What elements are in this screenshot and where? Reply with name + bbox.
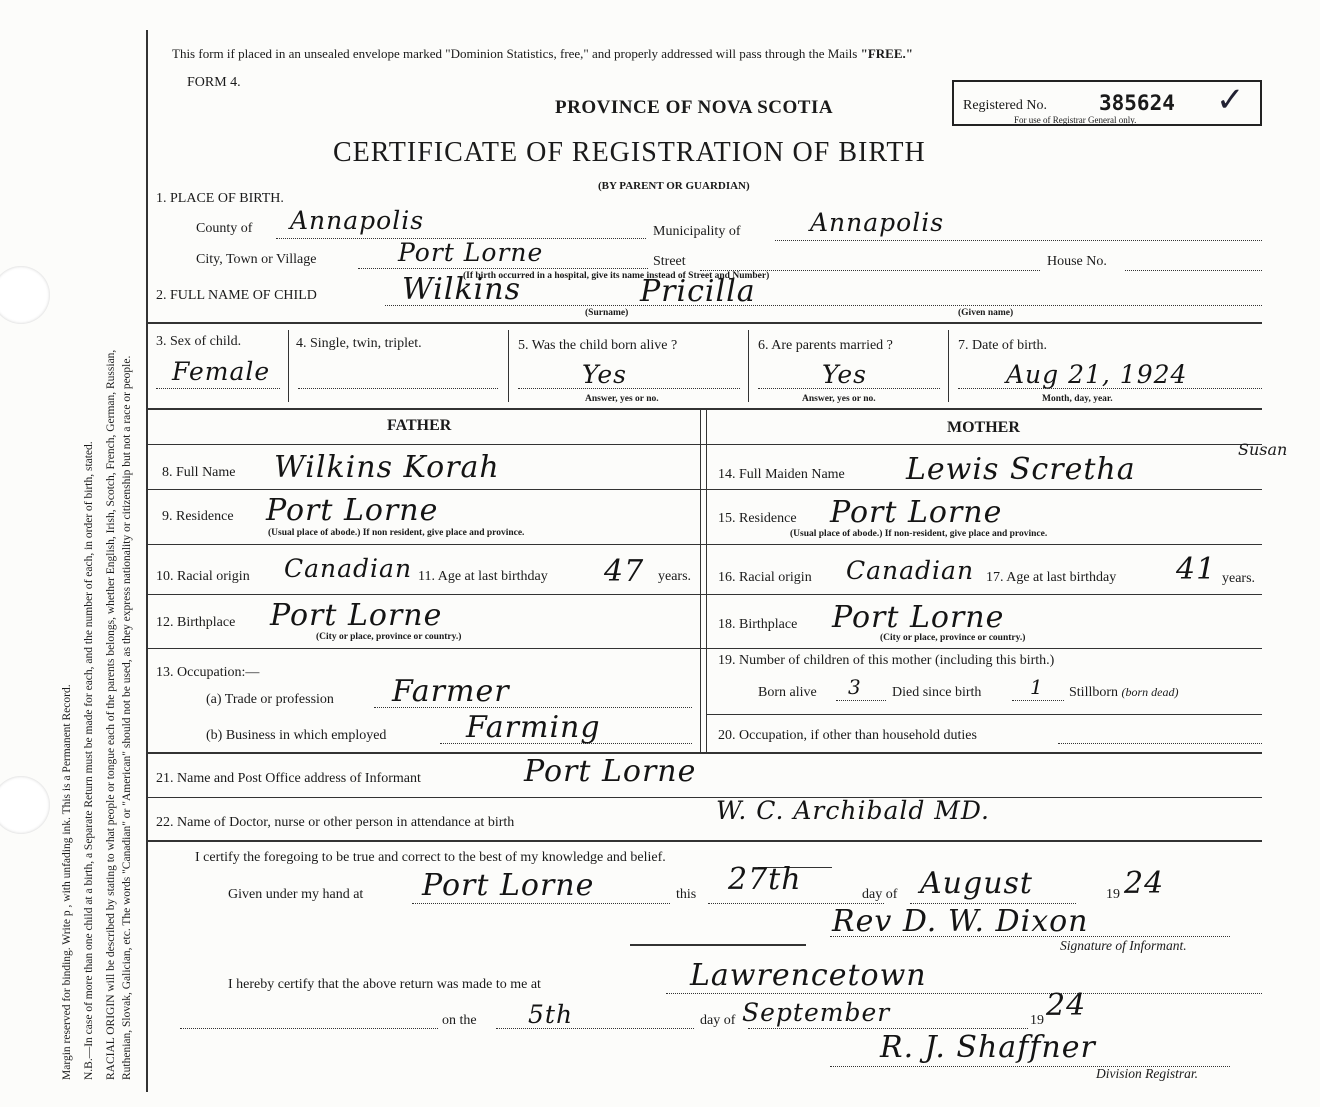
col-divider-c [748, 330, 749, 402]
birth-date-line [958, 388, 1262, 389]
birth-date-label: 7. Date of birth. [958, 338, 1048, 353]
divider-row-21 [146, 797, 1262, 798]
street-label: Street [653, 254, 686, 269]
check-mark-icon: ✓ [1216, 82, 1245, 119]
form-number: FORM 4. [187, 75, 241, 90]
born-alive-count-label: Born alive [758, 685, 817, 700]
stillborn-note: (born dead) [1121, 685, 1179, 699]
registered-label: Registered No. [963, 98, 1047, 113]
mother-name-value: Lewis Scretha [906, 452, 1136, 487]
mother-residence-value: Port Lorne [830, 495, 1003, 530]
born-alive-label: 5. Was the child born alive ? [518, 338, 678, 353]
given-place-line [412, 903, 670, 904]
father-name-value: Wilkins Korah [274, 450, 500, 485]
col-divider-b [508, 330, 509, 402]
single-twin-label: 4. Single, twin, triplet. [296, 336, 422, 351]
mother-occupation-line [1058, 743, 1262, 744]
county-value: Annapolis [290, 206, 425, 235]
punch-hole-top [0, 266, 50, 324]
mother-birthplace-value: Port Lorne [832, 600, 1005, 635]
mother-residence-label: 15. Residence [718, 511, 797, 526]
surname-note: (Surname) [585, 308, 629, 318]
margin-nb-note: N.B.—In case of more than one child at a birth, a Separate Return must be made for each, and the number of each, in order of birth, stated. [83, 441, 95, 1080]
father-age-years: years. [658, 569, 692, 584]
city-line [358, 268, 648, 269]
doctor-label: 22. Name of Doctor, nurse or other person in attendance at birth [156, 815, 515, 830]
parents-married-value: Yes [822, 360, 867, 389]
sex-label: 3. Sex of child. [156, 334, 242, 349]
divider-1 [146, 322, 1262, 324]
section-separator [630, 944, 806, 946]
trade-value: Farmer [392, 674, 510, 709]
born-alive-count-line [836, 700, 886, 701]
house-line [1125, 270, 1262, 271]
mother-occupation-label: 20. Occupation, if other than household duties [718, 728, 977, 743]
registrar-month-value: September [742, 998, 891, 1027]
father-residence-note: (Usual place of abode.) If non resident, give place and province. [268, 528, 525, 538]
father-birthplace-label: 12. Birthplace [156, 615, 236, 630]
registrar-year-value: 24 [1046, 988, 1087, 1023]
divider-mother-19 [706, 714, 1262, 715]
registrar-day-of-label: day of [700, 1013, 736, 1028]
born-alive-value: Yes [582, 360, 627, 389]
punch-hole-bottom [0, 776, 50, 834]
child-given-name: Pricilla [640, 274, 756, 309]
divider-row-8 [146, 489, 1262, 490]
trade-label: (a) Trade or profession [206, 692, 334, 707]
margin-racial-note-2: Ruthenian, Slovak, Galician, etc. The words "Canadian" or "American" should not be used, as they express nationality or citizenship but not a race or people. [121, 355, 133, 1080]
province-heading: PROVINCE OF NOVA SCOTIA [555, 97, 834, 118]
mother-racial-label: 16. Racial origin [718, 570, 812, 585]
registrar-lead-line [180, 1028, 438, 1029]
registered-box [952, 80, 1262, 126]
child-name-label: 2. FULL NAME OF CHILD [156, 288, 317, 303]
stillborn-label [1069, 685, 1179, 701]
certificate-title: CERTIFICATE OF REGISTRATION OF BIRTH [333, 137, 926, 168]
mother-age-label: 17. Age at last birthday [986, 570, 1117, 585]
died-since-birth-line [1012, 700, 1064, 701]
house-label: House No. [1047, 254, 1107, 269]
registrar-text: I hereby certify that the above return was made to me at [228, 977, 541, 992]
parents-center-divider-1 [700, 408, 701, 752]
father-occupation-label: 13. Occupation:— [156, 665, 260, 680]
mother-name-extra: Susan [1238, 440, 1288, 459]
informant-signature-label: Signature of Informant. [1060, 938, 1187, 953]
mail-notice: This form if placed in an unsealed envelope marked "Dominion Statistics, free," and properly addressed will pass through the Mails "FREE." [172, 46, 913, 61]
informant-label: 21. Name and Post Office address of Informant [156, 771, 421, 786]
divider-row-13 [146, 752, 1262, 754]
col-divider-a [288, 330, 289, 402]
divider-2 [146, 408, 1262, 410]
mother-age-value: 41 [1176, 552, 1217, 587]
business-label: (b) Business in which employed [206, 728, 387, 743]
single-twin-line [298, 388, 498, 389]
hospital-note: (If birth occurred in a hospital, give its name instead of Street and Number) [463, 271, 770, 281]
sex-value: Female [172, 357, 271, 386]
margin-racial-note-1: RACIAL ORIGIN will be described by stating to what people or tongue each of the parents belongs, whether English, Irish, Scotch, French, German, Russian, [105, 349, 117, 1080]
given-place-value: Port Lorne [422, 868, 595, 903]
birth-date-note: Month, day, year. [1042, 394, 1113, 404]
parents-married-note: Answer, yes or no. [802, 394, 876, 404]
municipality-value: Annapolis [810, 208, 945, 237]
registrar-year-prefix: 19 [1030, 1013, 1044, 1028]
born-alive-note: Answer, yes or no. [585, 394, 659, 404]
sex-line [156, 388, 280, 389]
divider-row-12 [146, 648, 1262, 649]
father-birthplace-note: (City or place, province or country.) [316, 632, 462, 642]
parents-married-line [758, 388, 940, 389]
given-day-value: 27th [728, 862, 802, 897]
certificate-subtitle: (BY PARENT OR GUARDIAN) [598, 180, 750, 192]
registrar-place-line [666, 993, 1262, 994]
mother-age-years: years. [1222, 571, 1256, 586]
father-birthplace-value: Port Lorne [270, 598, 443, 633]
form-left-border [146, 30, 148, 1092]
city-label: City, Town or Village [196, 252, 317, 267]
divider-row-10 [146, 594, 1262, 595]
municipality-line [775, 240, 1262, 241]
stillborn-text: Stillborn [1069, 685, 1119, 700]
informant-value: Port Lorne [524, 754, 697, 789]
father-racial-value: Canadian [284, 554, 413, 583]
father-residence-label: 9. Residence [162, 509, 234, 524]
given-month-value: August [920, 866, 1033, 901]
died-since-birth-label: Died since birth [892, 685, 982, 700]
certify-text: I certify the foregoing to be true and correct to the best of my knowledge and belief. [195, 850, 666, 865]
divider-row-9 [146, 544, 1262, 545]
birth-date-value: Aug 21, 1924 [1006, 360, 1188, 389]
father-name-label: 8. Full Name [162, 465, 236, 480]
children-count-label: 19. Number of children of this mother (including this birth.) [718, 653, 1055, 668]
registrar-signature: R. J. Shaffner [880, 1030, 1096, 1065]
divider-parents-head [146, 444, 1262, 445]
given-day-of-label: day of [862, 887, 898, 902]
father-heading: FATHER [387, 417, 452, 434]
informant-signature: Rev D. W. Dixon [832, 904, 1089, 939]
parents-married-label: 6. Are parents married ? [758, 338, 893, 353]
given-year-prefix: 19 [1106, 887, 1120, 902]
child-surname: Wilkins [402, 272, 521, 307]
father-age-value: 47 [604, 554, 645, 589]
mother-birthplace-note: (City or place, province or country.) [880, 633, 1026, 643]
place-heading: 1. PLACE OF BIRTH. [156, 191, 284, 206]
given-this-label: this [676, 887, 697, 902]
mother-name-label: 14. Full Maiden Name [718, 467, 845, 482]
registrar-place-value: Lawrencetown [690, 958, 927, 993]
born-alive-line [518, 388, 740, 389]
municipality-label: Municipality of [653, 224, 741, 239]
county-label: County of [196, 221, 253, 236]
mother-residence-note: (Usual place of abode.) If non-resident, give place and province. [790, 529, 1048, 539]
given-label: Given under my hand at [228, 887, 364, 902]
father-age-label: 11. Age at last birthday [418, 569, 548, 584]
registered-number: 385624 [1099, 91, 1175, 115]
parents-center-divider-2 [706, 408, 707, 752]
father-residence-value: Port Lorne [266, 493, 439, 528]
business-value: Farming [466, 710, 601, 745]
registrar-day-line [496, 1028, 694, 1029]
divider-row-22 [146, 840, 1262, 842]
born-alive-count-value: 3 [848, 675, 862, 699]
registrar-month-line [748, 1028, 1028, 1029]
father-racial-label: 10. Racial origin [156, 569, 250, 584]
given-year-value: 24 [1124, 866, 1165, 901]
doctor-value: W. C. Archibald MD. [716, 796, 991, 825]
registered-note: For use of Registrar General only. [1014, 115, 1137, 125]
registrar-on-the-label: on the [442, 1013, 477, 1028]
city-value: Port Lorne [398, 238, 544, 267]
mother-heading: MOTHER [947, 419, 1020, 436]
mother-birthplace-label: 18. Birthplace [718, 617, 798, 632]
mother-racial-value: Canadian [846, 556, 975, 585]
registrar-day-value: 5th [528, 1000, 574, 1029]
col-divider-d [948, 330, 949, 402]
registrar-signature-label: Division Registrar. [1096, 1066, 1199, 1081]
given-name-note: (Given name) [958, 308, 1014, 318]
margin-binding-note: Margin reserved for binding. Write p , with unfading ink. This is a Permanent Record. [61, 684, 73, 1080]
died-since-birth-value: 1 [1030, 675, 1044, 699]
